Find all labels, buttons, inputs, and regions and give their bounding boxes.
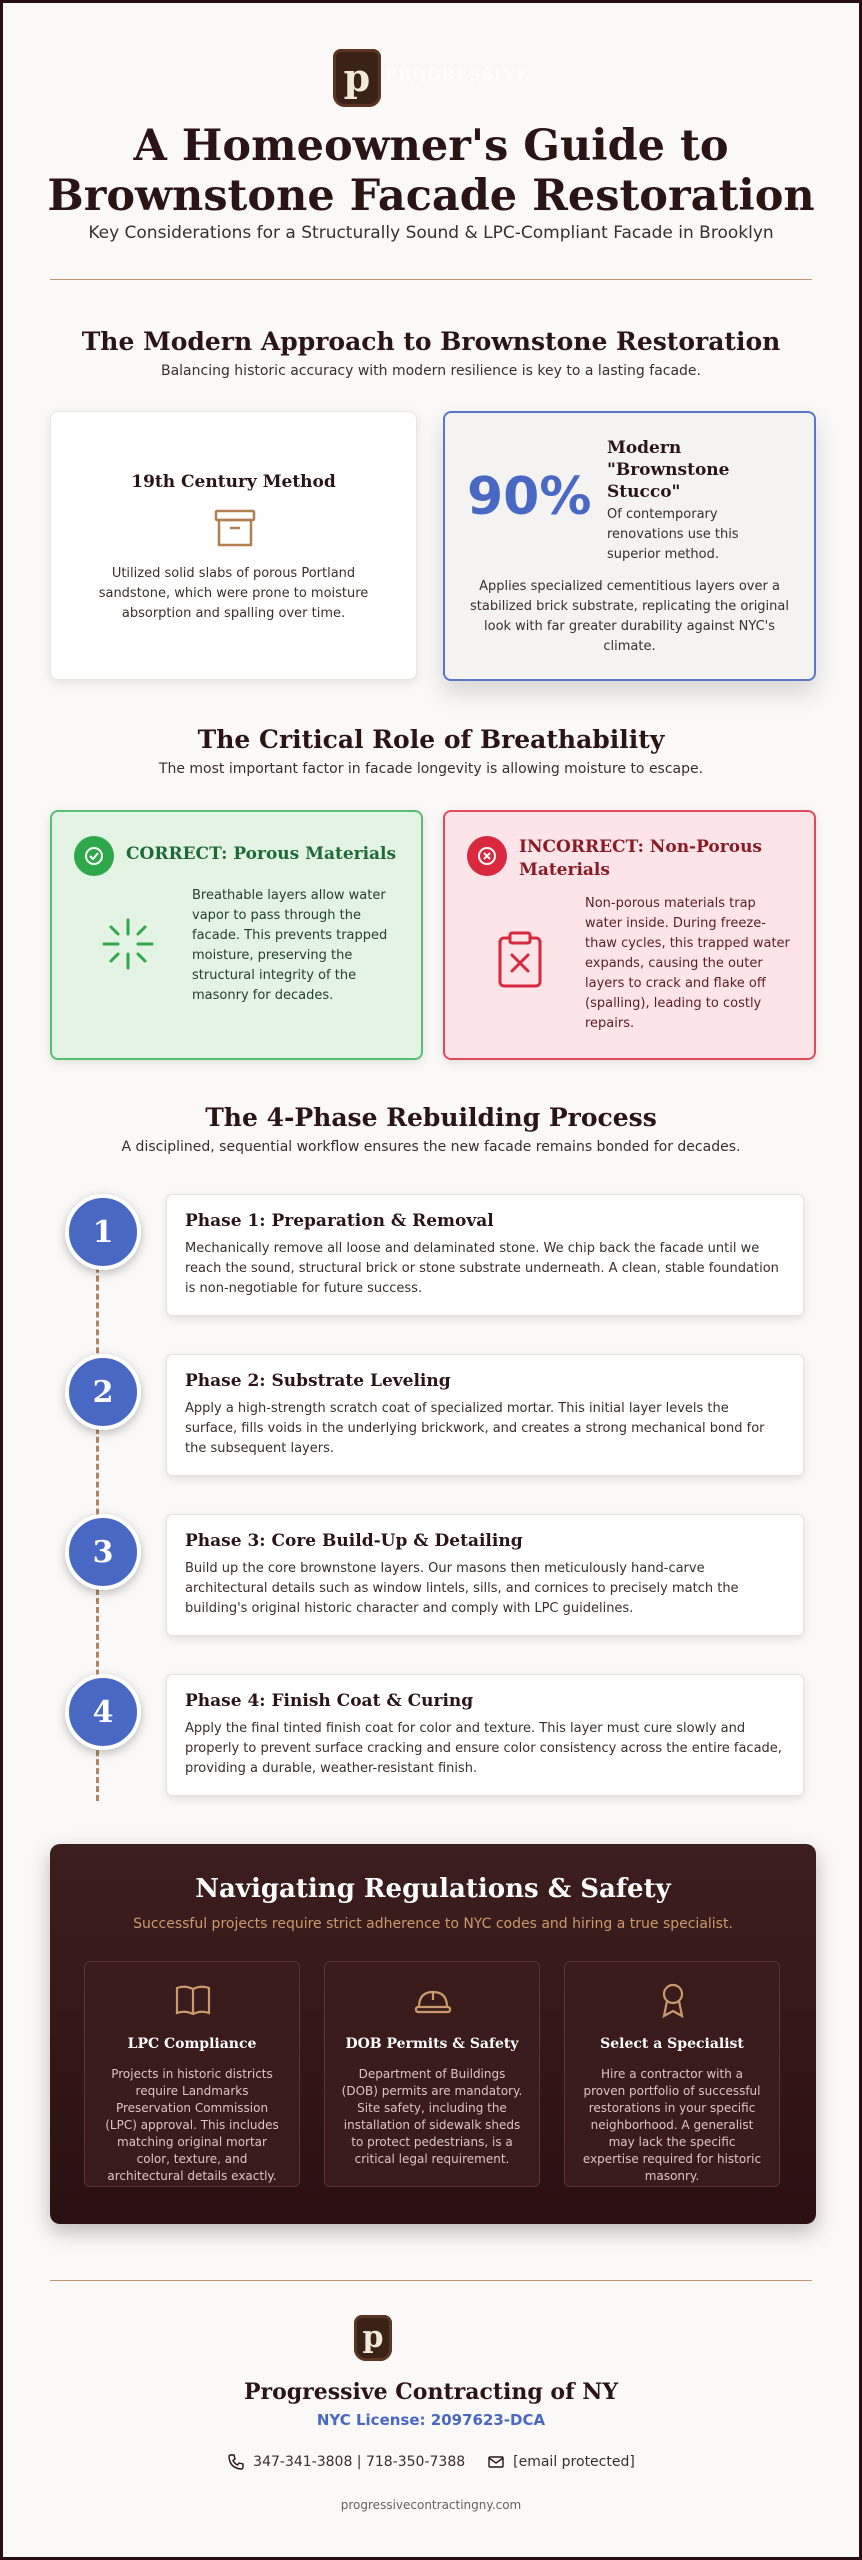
regulation-card: [84, 1961, 300, 2187]
logo-tagline: CONTRACTING OF NY: [384, 84, 483, 91]
logo-wordmark: [385, 65, 529, 91]
phase-title: Phase 4: Finish Coat & Curing: [185, 1691, 474, 1711]
sparkle-icon: [100, 916, 156, 972]
stat-percentage: 90%: [467, 467, 592, 527]
phase-number-badge: 1: [65, 1194, 141, 1270]
phase-number-badge: 2: [65, 1354, 141, 1430]
incorrect-title: INCORRECT: Non-Porous Materials: [519, 837, 762, 880]
mail-icon: [487, 2453, 505, 2471]
incorrect-description: Non-porous materials trap water inside. During freeze-thaw cycles, this trapped water expands, causing the outer layers to crack and flake off (spalling), leading to costly repairs.: [585, 896, 790, 1031]
license-number: NYC License: 2097623-DCA: [316, 2411, 546, 2429]
new-method-description: Applies specialized cementitious layers over a stabilized brick substrate, replicating the original look with far greater durability against NYC's climate.: [470, 579, 789, 654]
new-method-title: Modern "Brownstone Stucco": [607, 438, 730, 502]
logo-letter: p: [362, 2320, 384, 2355]
old-method-description: Utilized solid slabs of porous Portland sandstone, which were prone to moisture absorption and spalling over time.: [98, 566, 369, 621]
divider: [50, 279, 812, 280]
logo-badge: [333, 49, 381, 107]
phone-numbers[interactable]: 347-341-3808 | 718-350-7388: [253, 2454, 466, 2470]
regulations-title: Navigating Regulations & Safety: [195, 1874, 671, 1904]
phase-title: Phase 3: Core Build-Up & Detailing: [185, 1531, 523, 1551]
regulation-card-description: Department of Buildings (DOB) permits are mandatory. Site safety, including the installation of sidewalk sheds to protect pedestrians, is a critical legal requirement.: [341, 2067, 523, 2166]
divider: [50, 2280, 812, 2281]
infographic-page: [3, 3, 859, 2557]
email-contact[interactable]: [487, 2453, 635, 2471]
correct-materials-card: [50, 810, 423, 1060]
phase-description: Build up the core brownstone layers. Our masons then meticulously hand-carve architectural details such as window lintels, sills, and cornices to precisely match the building's original historic character and comply with LPC guidelines.: [185, 1561, 739, 1616]
section-subtitle-breathability: The most important factor in facade longevity is allowing moisture to escape.: [158, 761, 704, 777]
website-link[interactable]: progressivecontractingny.com: [340, 2498, 522, 2512]
old-method-title: 19th Century Method: [131, 472, 336, 492]
new-method-card: [443, 411, 816, 681]
header-logo: [3, 49, 859, 107]
phase-description: Apply a high-strength scratch coat of specialized mortar. This initial layer levels the surface, fills voids in the underlying brickwork, and creates a strong mechanical bond for the subsequent layers.: [185, 1401, 765, 1456]
book-icon: [173, 1980, 213, 2020]
phase-card: [166, 1674, 804, 1796]
page-subtitle: Key Considerations for a Structurally Sound & LPC-Compliant Facade in Brooklyn: [88, 223, 774, 243]
incorrect-materials-card: [443, 810, 816, 1060]
stat-description: Of contemporary renovations use this superior method.: [607, 507, 739, 562]
phone-icon: [227, 2453, 245, 2471]
regulation-card: [324, 1961, 540, 2187]
section-title-breathability: The Critical Role of Breathability: [197, 725, 665, 754]
phone-contact[interactable]: [227, 2453, 465, 2471]
phase-card: [166, 1194, 804, 1316]
page-title: A Homeowner's Guide to Brownstone Facade Restoration: [47, 121, 815, 221]
section-subtitle-modern-approach: Balancing historic accuracy with modern resilience is key to a lasting facade.: [160, 363, 701, 379]
phase-number-badge: 4: [65, 1674, 141, 1750]
company-name: Progressive Contracting of NY: [243, 2379, 619, 2405]
hard-hat-icon: [413, 1980, 453, 2020]
logo-letter: p: [343, 55, 371, 100]
regulation-card-title: DOB Permits & Safety: [345, 2036, 519, 2052]
phase-card: [166, 1514, 804, 1636]
regulations-subtitle: Successful projects require strict adherence to NYC codes and hiring a true specialist.: [133, 1916, 733, 1932]
correct-description: Breathable layers allow water vapor to pass through the facade. This prevents trapped moisture, preserving the structural integrity of the masonry for decades.: [192, 888, 388, 1003]
phase-number-badge: 3: [65, 1514, 141, 1590]
logo-name: PROGRESSIVE: [384, 65, 530, 84]
regulation-card-title: Select a Specialist: [600, 2036, 744, 2052]
old-method-card: [50, 411, 417, 680]
x-circle-icon: [467, 836, 507, 876]
section-title-process: The 4-Phase Rebuilding Process: [205, 1103, 657, 1132]
regulation-card-description: Projects in historic districts require Landmarks Preservation Commission (LPC) approval. This includes matching original mortar color, texture, and architectural details exactly.: [105, 2067, 279, 2183]
section-title-modern-approach: The Modern Approach to Brownstone Restoration: [81, 327, 781, 356]
regulation-card: [564, 1961, 780, 2187]
regulation-card-description: Hire a contractor with a proven portfolio of successful restorations in your specific neighborhood. A generalist may lack the specific expertise required for historic masonry.: [582, 2067, 762, 2183]
regulations-panel: [50, 1844, 816, 2224]
phase-card: [166, 1354, 804, 1476]
correct-title: CORRECT: Porous Materials: [126, 844, 397, 864]
archive-box-icon: [213, 508, 257, 548]
phase-title: Phase 1: Preparation & Removal: [185, 1211, 494, 1231]
section-subtitle-process: A disciplined, sequential workflow ensures the new facade remains bonded for decades.: [121, 1139, 741, 1155]
logo-badge: [354, 2315, 392, 2361]
contact-info: [3, 2453, 859, 2471]
award-icon: [653, 1980, 693, 2020]
phase-description: Mechanically remove all loose and delaminated stone. We chip back the facade until we reach the sound, structural brick or stone substrate underneath. A clean, stable foundation is non-negotiable for future success.: [185, 1241, 779, 1296]
check-circle-icon: [74, 836, 114, 876]
email-address[interactable]: [email protected]: [513, 2454, 635, 2470]
phase-title: Phase 2: Substrate Leveling: [185, 1371, 451, 1391]
clipboard-x-icon: [495, 930, 545, 990]
regulation-card-title: LPC Compliance: [127, 2036, 257, 2052]
phase-description: Apply the final tinted finish coat for color and texture. This layer must cure slowly and properly to prevent surface cracking and ensure color consistency across the entire facade, providing a durable, weather-resistant finish.: [185, 1721, 782, 1776]
footer-logo: [354, 2315, 392, 2361]
